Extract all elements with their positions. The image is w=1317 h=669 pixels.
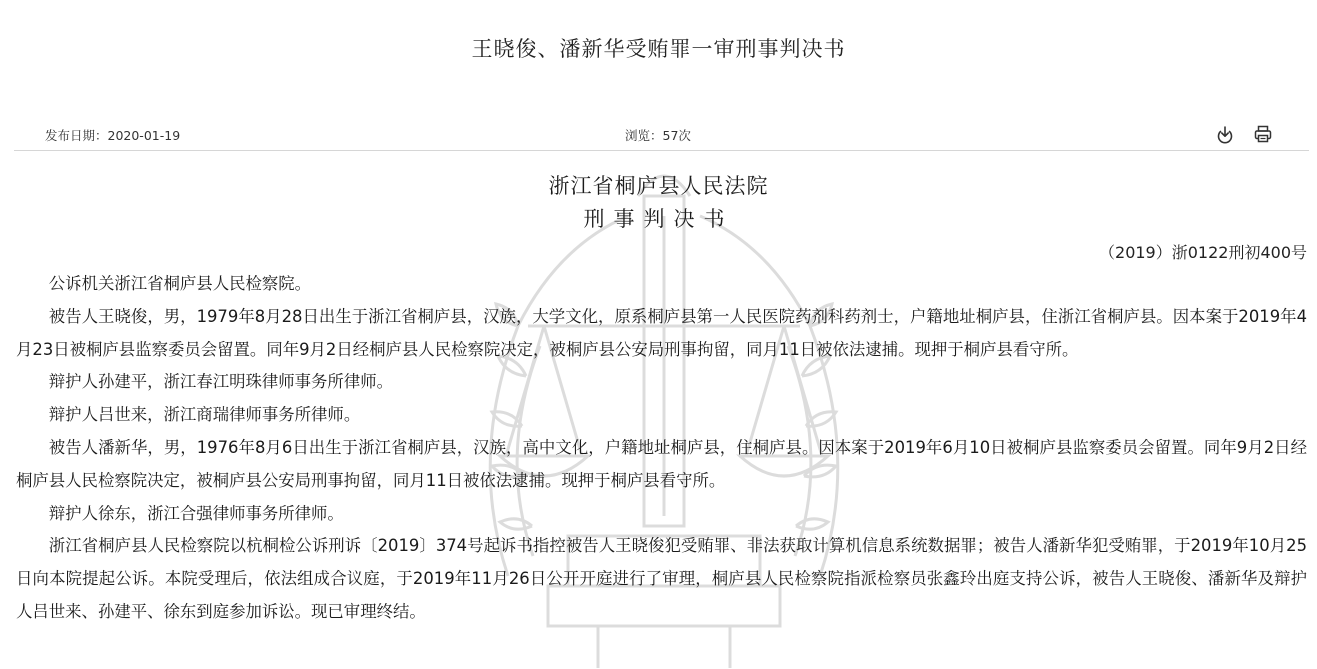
download-icon[interactable] [1215,124,1235,144]
paragraph-defender-sun: 辩护人孙建平，浙江春江明珠律师事务所律师。 [48,372,393,392]
publish-date: 发布日期：2020-01-19 [45,128,181,143]
meta-actions [1215,124,1273,144]
paragraph-prosecution-summary: 浙江省桐庐县人民检察院以杭桐检公诉刑诉〔2019〕374号起诉书指控被告人王晓俊犯受贿罪、非法获取计算机信息系统数据罪；被告人潘新华犯受贿罪，于2019年10月25日向本院提起公诉。本院受理后，依法组成合议庭，于2019年11月26日公开开庭进行了审理，桐庐县人民检察院指派检察员张鑫玲出庭支持公诉，被告人王晓俊、潘新华及辩护人吕世来、孙建平、徐东到庭参加诉讼。现已审理终结。 [16,536,1307,621]
case-number: （2019）浙0122刑初400号 [1099,243,1307,262]
page-title: 王晓俊、潘新华受贿罪一审刑事判决书 [471,37,846,61]
meta-bar [14,122,1309,151]
paragraph-defendant-wang: 被告人王晓俊，男，1979年8月28日出生于浙江省桐庐县，汉族，大学文化，原系桐庐县第一人民医院药剂科药剂士，户籍地址桐庐县，住浙江省桐庐县。因本案于2019年4月23日被桐庐县监察委员会留置。同年9月2日经桐庐县人民检察院决定，被桐庐县公安局刑事拘留，同月11日被依法逮捕。现押于桐庐县看守所。 [16,306,1307,359]
print-icon[interactable] [1253,124,1273,144]
judgment-body [16,268,1307,629]
court-name: 浙江省桐庐县人民法院 [548,174,769,198]
view-count: 浏览：57次 [625,128,691,143]
paragraph-defender-xu: 辩护人徐东，浙江合强律师事务所律师。 [48,503,344,523]
document-type: 刑事判决书 [583,207,734,231]
paragraph-prosecutor: 公诉机关浙江省桐庐县人民检察院。 [48,274,312,293]
paragraph-defender-lv: 辩护人吕世来，浙江商瑞律师事务所律师。 [48,405,361,425]
paragraph-defendant-pan: 被告人潘新华，男，1976年8月6日出生于浙江省桐庐县，汉族，高中文化，户籍地址桐庐县，住桐庐县。因本案于2019年6月10日被桐庐县监察委员会留置。同年9月2日经桐庐县人民检察院决定，被桐庐县公安局刑事拘留，同月11日被依法逮捕。现押于桐庐县看守所。 [16,437,1307,490]
